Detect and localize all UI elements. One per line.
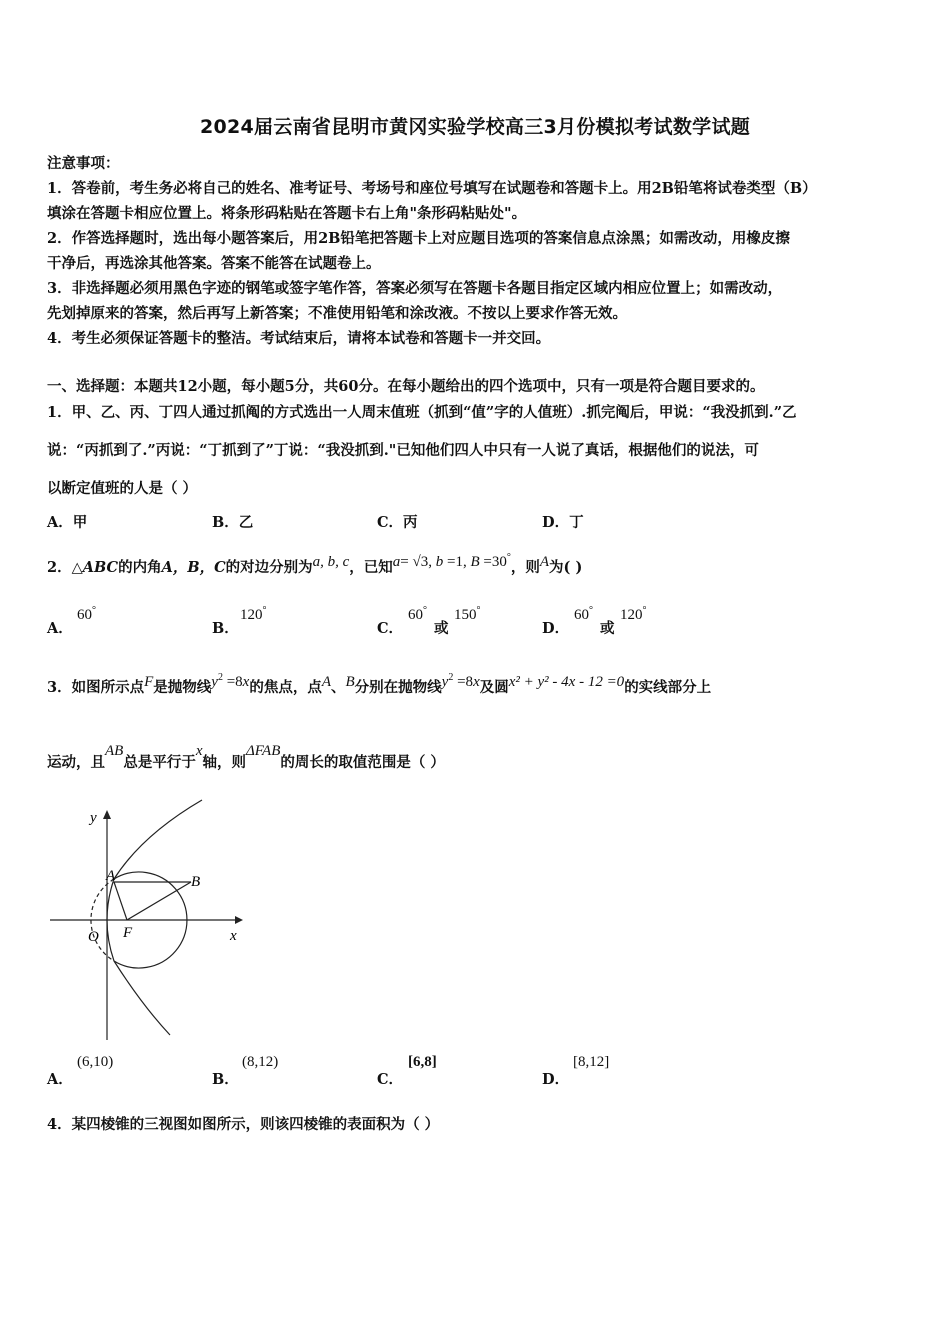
q1-option-d: [542, 511, 584, 532]
q3-option-a-label: A．: [47, 1071, 73, 1088]
q3-math-A: A: [321, 674, 331, 690]
q2-text: 的对边分别为: [225, 559, 313, 576]
q3-text: 3．如图所示点: [47, 679, 145, 696]
notice-line-7: 4．考生必须保证答题卡的整洁。考试结束后，请将本试卷和答题卡一并交回。: [47, 330, 551, 347]
q2-text: ，已知: [349, 559, 393, 576]
q2-option-c-value-2: [454, 605, 481, 624]
notice-line-3: 2．作答选择题时，选出每小题答案后，用2B铅笔把答题卡上对应题目选项的答案信息点涂黑；如需改动，用橡皮擦: [47, 230, 790, 247]
q1-line-3: 以断定值班的人是（ ）: [47, 480, 198, 497]
q1-option-c: [377, 511, 418, 532]
value: 120: [240, 607, 263, 623]
math-exp: 2: [448, 672, 454, 683]
q3-option-a-value: (6,10): [77, 1054, 114, 1070]
q2-text: 为( ): [549, 559, 583, 576]
parabola-lower: [114, 961, 170, 1035]
page-title: 2024届云南省昆明市黄冈实验学校高三3月份模拟考试数学试题: [199, 116, 751, 138]
q2-option-a-label: A．: [47, 620, 73, 637]
option-text: 丙: [403, 514, 418, 531]
math-x: x: [242, 674, 250, 690]
point-a-label: A: [106, 868, 116, 884]
value: 120: [620, 607, 643, 623]
q4-stem: 4．某四棱锥的三视图如图所示，则该四棱锥的表面积为（ ）: [47, 1116, 440, 1133]
q3-text: 及圆: [479, 679, 509, 696]
degree-mark: °: [423, 605, 427, 616]
value: 60: [408, 607, 423, 623]
value: 60: [574, 607, 589, 623]
segment-fb: [127, 882, 191, 920]
q2-angles: A，B，C: [161, 559, 226, 576]
math-y: y: [441, 674, 449, 690]
parabola-upper: [114, 800, 202, 879]
x-axis-label: x: [230, 928, 237, 944]
q3-option-d-label: D．: [542, 1071, 570, 1088]
q3-text: 的周长的取值范围是（ ）: [280, 754, 445, 771]
q3-option-b-label: B．: [212, 1071, 239, 1088]
q2-math-A: A: [539, 554, 550, 570]
q2-option-c-or: 或: [434, 620, 449, 637]
q3-option-c-value: [6,8]: [408, 1054, 437, 1070]
q3-text: 的实线部分上: [624, 679, 712, 696]
notice-line-1: 1．答卷前，考生务必将自己的姓名、准考证号、考场号和座位号填写在试题卷和答题卡上。用2B铅笔将试卷类型（B）: [47, 180, 817, 197]
q3-text: 总是平行于: [123, 754, 196, 771]
q3-option-b-value: (8,12): [242, 1054, 279, 1070]
q2-option-c-label: C．: [377, 620, 404, 637]
option-label: C．: [377, 514, 404, 531]
q3-option-c-label: C．: [377, 1071, 404, 1088]
origin-label: O: [88, 929, 99, 945]
q3-math-parabola-1: [211, 673, 249, 690]
option-label: D．: [542, 514, 570, 531]
x-axis-arrow: [235, 916, 243, 924]
q3-stem-line-1: [47, 672, 712, 697]
math-eq: = √3,: [400, 554, 436, 570]
q3-text: 是抛物线: [153, 679, 212, 696]
q3-text: 轴，则: [202, 754, 246, 771]
y-axis-arrow: [103, 810, 111, 819]
q1-option-b: [212, 511, 253, 532]
q3-stem-line-2: [47, 743, 445, 772]
degree-mark: °: [642, 605, 647, 616]
degree-mark: °: [262, 605, 267, 616]
q3-figure: [40, 795, 250, 1045]
q2-math-sides: a, b, c: [312, 554, 350, 570]
q1-line-1: 1．甲、乙、丙、丁四人通过抓阄的方式选出一人周末值班（抓到“值”字的人值班）.抓完阄后，甲说：“我没抓到.”乙: [47, 404, 797, 421]
notice-line-2: 填涂在答题卡相应位置上。将条形码粘贴在答题卡右上角"条形码粘贴处"。: [47, 205, 527, 222]
math-B: B: [470, 554, 480, 570]
math-exp: 2: [217, 672, 223, 683]
degree-mark: °: [92, 605, 96, 616]
math-eq: =8: [453, 674, 474, 690]
math-eq: =1,: [443, 554, 471, 570]
math-x: x: [473, 674, 480, 690]
q2-option-d-label: D．: [542, 620, 570, 637]
option-text: 丁: [569, 514, 584, 531]
q3-math-x: x: [195, 743, 203, 759]
math-b: b: [435, 554, 444, 570]
q3-math-parabola-2: [442, 673, 480, 690]
value: 150: [454, 607, 477, 623]
q3-option-d-value: [8,12]: [573, 1054, 610, 1070]
option-label: B．: [212, 514, 239, 531]
math-y: y: [211, 674, 218, 690]
q1-option-a: [47, 511, 87, 532]
notice-heading: 注意事项：: [47, 155, 120, 172]
q2-stem: [47, 552, 583, 577]
q3-math-circle: x² + y² - 4x - 12 =0: [508, 674, 625, 690]
y-axis-label: y: [90, 810, 97, 826]
q2-option-b-label: B．: [212, 620, 239, 637]
q3-text: 分别在抛物线: [354, 679, 442, 696]
q2-text: 的内角: [118, 559, 162, 576]
q2-option-d-value-1: [574, 605, 593, 624]
q3-math-AB: AB: [105, 743, 124, 759]
math-eq: =8: [222, 674, 243, 690]
degree-mark: °: [506, 552, 511, 563]
notice-line-6: 先划掉原来的答案，然后再写上新答案；不准使用铅笔和涂改液。不按以上要求作答无效。: [47, 305, 627, 322]
degree-mark: °: [589, 605, 593, 616]
notice-line-4: 干净后，再选涂其他答案。答案不能答在试题卷上。: [47, 255, 381, 272]
q3-math-F: F: [144, 674, 154, 690]
q3-text: 运动，且: [47, 754, 105, 771]
q3-text: 的焦点，点: [249, 679, 322, 696]
point-b-label: B: [191, 874, 201, 890]
q2-option-b-value: [240, 605, 267, 624]
q2-option-d-value-2: [620, 605, 647, 624]
segment-af: [114, 882, 127, 920]
value: 60: [77, 607, 92, 623]
notice-line-5: 3．非选择题必须用黑色字迹的钢笔或签字笔作答，答案必须写在答题卡各题目指定区域内相应位置上；如需改动，: [47, 280, 783, 297]
q2-math-given: [393, 553, 511, 570]
q2-option-d-or: 或: [600, 620, 615, 637]
q2-option-c-value-1: [408, 605, 427, 624]
math-eq: =30: [479, 554, 507, 570]
q3-math-B: B: [345, 674, 355, 690]
q2-text: 2．△: [47, 559, 83, 576]
q2-text: ，则: [510, 559, 540, 576]
q2-triangle: ABC: [82, 559, 119, 576]
option-text: 甲: [72, 514, 88, 531]
q2-option-a-value: [77, 605, 96, 624]
degree-mark: °: [476, 605, 481, 616]
option-text: 乙: [238, 514, 254, 531]
q1-line-2: 说：“丙抓到了.”丙说：“丁抓到了”丁说：“我没抓到."已知他们四人中只有一人说了真话，根据他们的说法，可: [47, 442, 759, 459]
math-a: a: [392, 554, 401, 570]
option-label: A．: [47, 514, 73, 531]
q3-text: 、: [331, 679, 346, 696]
section-heading: 一、选择题：本题共12小题，每小题5分，共60分。在每小题给出的四个选项中，只有一项是符合题目要求的。: [47, 378, 765, 395]
q3-math-triangle: ΔFAB: [246, 743, 281, 759]
focus-label: F: [123, 925, 133, 941]
